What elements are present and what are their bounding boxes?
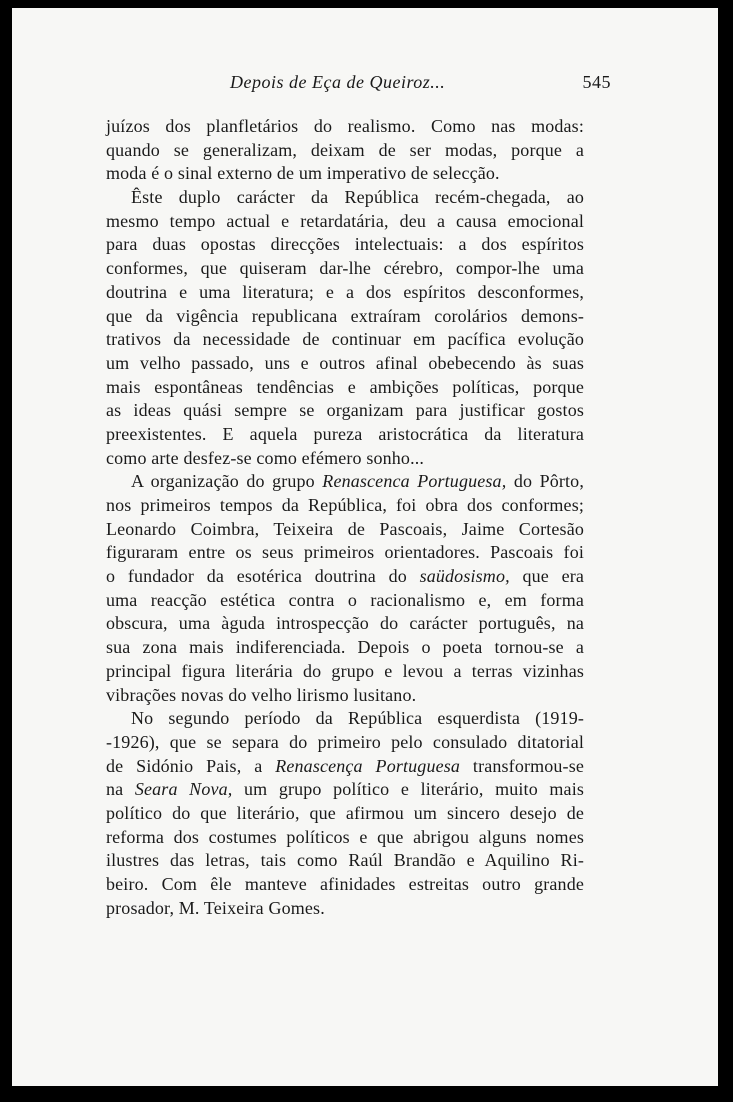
running-title: Depois de Eça de Queiroz... bbox=[230, 72, 446, 92]
text-line: -1926), que se separa do primeiro pelo consulado ditatorial bbox=[106, 731, 584, 752]
text-line: reforma dos costumes políticos e que abrigou alguns nomes bbox=[106, 826, 584, 847]
text-line: para duas opostas direcções intelectuais: a dos espíritos bbox=[106, 234, 584, 255]
italic-title: Seara Nova, bbox=[134, 779, 233, 800]
italic-title: Renascenca Portuguesa, bbox=[322, 471, 507, 492]
text-line: nos primeiros tempos da República, foi obra dos conformes; bbox=[106, 495, 584, 515]
text-line: figuraram entre os seus primeiros orientadores. Pascoais foi bbox=[106, 542, 584, 563]
page-number: 545 bbox=[582, 72, 611, 92]
text-line: doutrina e uma literatura; e a dos espíritos desconformes, bbox=[106, 281, 584, 302]
text-line: as ideas quási sempre se organizam para justificar gostos bbox=[106, 400, 584, 421]
body-text bbox=[106, 115, 584, 920]
text-line: uma reacção estética contra o racionalismo e, em forma bbox=[106, 589, 584, 610]
text-line bbox=[106, 778, 584, 802]
text-line: juízos dos planfletários do realismo. Como nas modas: bbox=[106, 116, 584, 136]
text-line bbox=[106, 470, 584, 494]
text-span: de Sidónio Pais, a bbox=[106, 755, 276, 776]
text-line: preexistentes. E aquela pureza aristocrática da literatura bbox=[106, 423, 584, 444]
page-header bbox=[107, 72, 611, 102]
book-page bbox=[12, 8, 718, 1086]
text-line: No segundo período da República esquerdista (1919- bbox=[131, 708, 584, 729]
text-line: conformes, que quiseram dar-lhe cérebro, compor-lhe uma bbox=[106, 258, 584, 279]
text-line bbox=[106, 565, 584, 589]
text-span: o fundador da esotérica doutrina do bbox=[106, 566, 420, 587]
text-line: prosador, M. Teixeira Gomes. bbox=[106, 897, 325, 918]
text-line: que da vigência republicana extraíram corolários demons- bbox=[106, 305, 584, 326]
text-span: um grupo político e literário, muito mais bbox=[232, 779, 584, 800]
text-line: vibrações novas do velho lirismo lusitano. bbox=[106, 684, 417, 705]
text-line: quando se generalizam, deixam de ser modas, porque a bbox=[106, 139, 584, 160]
text-line: obscura, uma àguda introspecção do carácter português, na bbox=[106, 613, 584, 634]
text-line: beiro. Com êle manteve afinidades estreitas outro grande bbox=[106, 874, 584, 894]
text-line: político do que literário, que afirmou um sincero desejo de bbox=[106, 802, 584, 823]
text-span: do Pôrto, bbox=[506, 471, 584, 492]
text-line: Êste duplo carácter da República recém-chegada, ao bbox=[131, 187, 584, 208]
text-span: A organização do grupo bbox=[131, 471, 323, 492]
text-line: principal figura literária do grupo e levou a terras vizinhas bbox=[106, 660, 584, 681]
italic-title: saüdosismo, bbox=[419, 566, 510, 587]
text-line: moda é o sinal externo de um imperativo de selecção. bbox=[106, 163, 500, 184]
text-span: que era bbox=[509, 566, 584, 587]
italic-title: Renascença Portuguesa bbox=[275, 755, 461, 776]
text-line: Leonardo Coimbra, Teixeira de Pascoais, Jaime Cortesão bbox=[106, 518, 584, 539]
text-span: na bbox=[106, 779, 135, 800]
text-line: mais espontâneas tendências e ambições políticas, porque bbox=[106, 376, 584, 397]
text-line: sua zona mais indiferenciada. Depois o poeta tornou-se a bbox=[106, 637, 584, 658]
text-line: trativos da necessidade de continuar em pacífica evolução bbox=[106, 329, 584, 350]
text-span: transformou-se bbox=[460, 755, 584, 776]
text-line: mesmo tempo actual e retardatária, deu a causa emocional bbox=[106, 210, 584, 231]
text-line: ilustres das letras, tais como Raúl Brandão e Aquilino Ri- bbox=[106, 850, 584, 871]
text-line bbox=[106, 755, 584, 779]
text-line: um velho passado, uns e outros afinal obebecendo às suas bbox=[106, 352, 584, 373]
text-line: como arte desfez-se como efémero sonho... bbox=[106, 447, 425, 468]
